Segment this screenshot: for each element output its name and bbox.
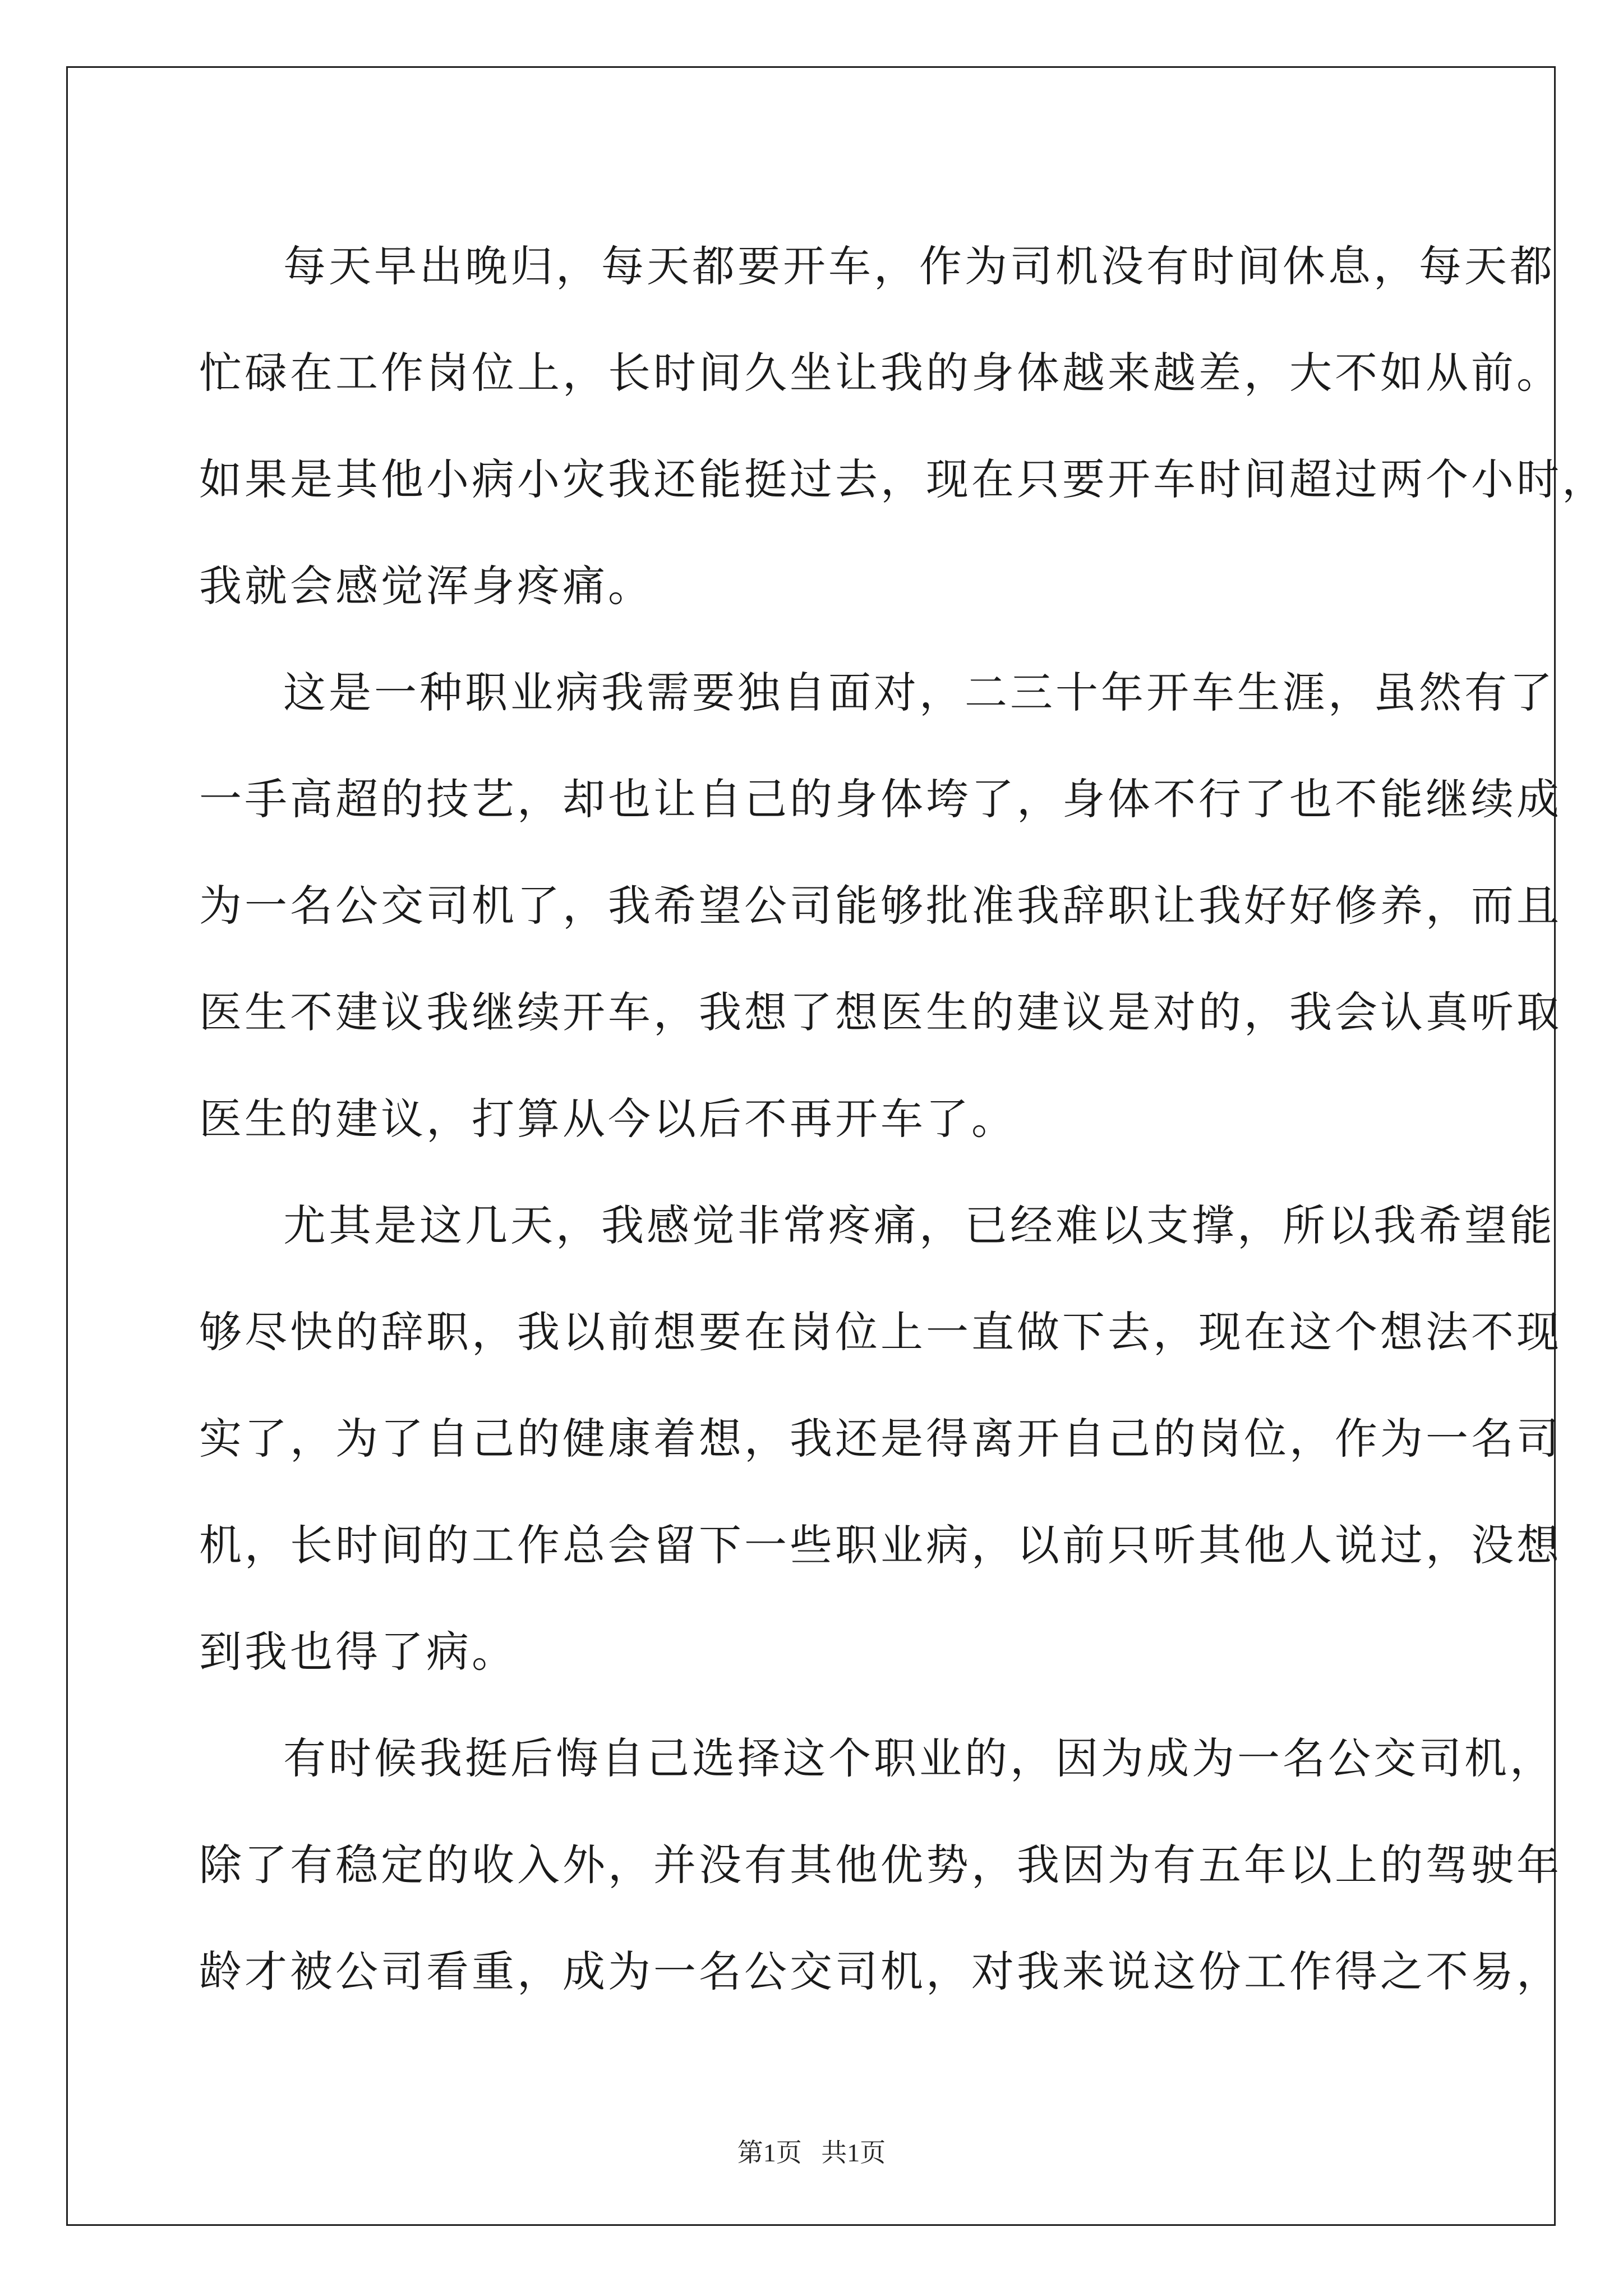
- text-line: 够尽快的辞职，我以前想要在岗位上一直做下去，现在这个想法不现: [199, 1307, 1562, 1357]
- text-line: 医生的建议，打算从今以后不再开车了。: [199, 1094, 1017, 1144]
- text-line: 实了，为了自己的健康着想，我还是得离开自己的岗位，作为一名司: [199, 1414, 1562, 1464]
- text-line: 为一名公交司机了，我希望公司能够批准我辞职让我好好修养，而且: [199, 881, 1562, 931]
- paragraph-4: [199, 1705, 1562, 2025]
- paragraph-2: [199, 639, 1562, 1172]
- text-line: 我就会感觉浑身疼痛。: [199, 561, 653, 611]
- text-line: 有时候我挺后悔自己选择这个职业的，因为成为一名公交司机，: [283, 1733, 1555, 1783]
- page-number-footer: 第1页 共1页: [737, 2138, 886, 2167]
- text-line: 这是一种职业病我需要独自面对，二三十年开车生涯，虽然有了: [283, 668, 1555, 717]
- paragraph-1: [199, 213, 1607, 639]
- text-line: 到我也得了病。: [199, 1627, 517, 1677]
- paragraph-3: [199, 1172, 1562, 1705]
- text-line: 尤其是这几天，我感觉非常疼痛，已经难以支撑，所以我希望能: [283, 1200, 1555, 1250]
- text-line: 每天早出晚归，每天都要开车，作为司机没有时间休息，每天都: [283, 241, 1555, 291]
- text-line: 机，长时间的工作总会留下一些职业病，以前只听其他人说过，没想: [199, 1520, 1562, 1570]
- text-line: 龄才被公司看重，成为一名公交司机，对我来说这份工作得之不易，: [199, 1947, 1562, 1996]
- text-line: 除了有稳定的收入外，并没有其他优势，我因为有五年以上的驾驶年: [199, 1840, 1562, 1890]
- text-line: 如果是其他小病小灾我还能挺过去，现在只要开车时间超过两个小时，: [199, 454, 1607, 504]
- text-line: 一手高超的技艺，却也让自己的身体垮了，身体不行了也不能继续成: [199, 774, 1562, 824]
- text-line: 忙碌在工作岗位上，长时间久坐让我的身体越来越差，大不如从前。: [199, 348, 1562, 398]
- text-line: 医生不建议我继续开车，我想了想医生的建议是对的，我会认真听取: [199, 987, 1562, 1037]
- document-body: [199, 213, 1607, 2025]
